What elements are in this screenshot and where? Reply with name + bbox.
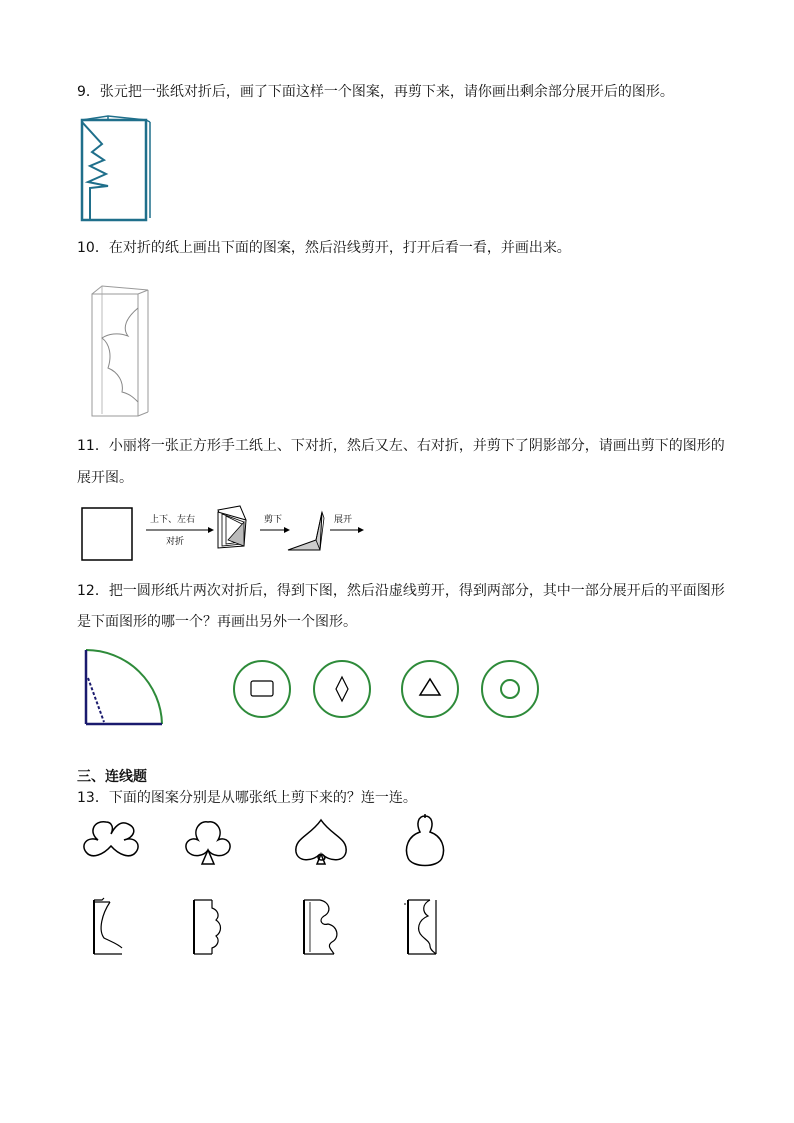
question-13-text: 13．下面的图案分别是从哪张纸上剪下来的？连一连。 <box>77 790 417 806</box>
q13-club-shape[interactable] <box>180 818 236 870</box>
q12-quarter-circle-figure <box>80 644 170 730</box>
question-10-text: 10．在对折的纸上画出下面的图案，然后沿线剪开，打开后看一看，并画出来。 <box>77 240 571 256</box>
question-11-line2: 展开图。 <box>77 470 133 486</box>
step2-label: 剪下 <box>264 515 283 525</box>
q13-folded-paper-1[interactable] <box>86 896 132 958</box>
q11-folding-process-figure <box>78 500 368 566</box>
q13-spade-shape[interactable] <box>290 816 352 870</box>
q9-folded-paper-figure <box>78 114 152 224</box>
option-triangle-circle[interactable] <box>402 661 458 717</box>
step1-top-label: 上下、左右 <box>150 515 196 525</box>
q10-folded-paper-figure <box>88 282 154 420</box>
q12-option-circles <box>230 658 544 722</box>
q13-folded-paper-3[interactable] <box>298 894 348 958</box>
question-9-text: 9．张元把一张纸对折后，画了下面这样一个图案，再剪下来，请你画出剩余部分展开后的图形。 <box>77 84 674 100</box>
q13-clover-shape[interactable] <box>78 816 144 870</box>
q13-folded-paper-4[interactable] <box>400 894 450 958</box>
question-12-line1: 12．把一圆形纸片两次对折后，得到下图，然后沿虚线剪开，得到两部分，其中一部分展开后的平面图形 <box>77 583 725 599</box>
folded-stack-icon <box>218 506 246 548</box>
option-ring-circle[interactable] <box>482 661 538 717</box>
q13-gourd-shape[interactable] <box>402 812 448 872</box>
q13-folded-paper-2[interactable] <box>188 896 234 958</box>
question-12-line2: 是下面图形的哪一个？再画出另外一个图形。 <box>77 614 357 630</box>
option-diamond-circle[interactable] <box>314 661 370 717</box>
section-3-title: 三、连线题 <box>77 769 147 785</box>
option-rectangle-circle[interactable] <box>234 661 290 717</box>
question-11-line1: 11．小丽将一张正方形手工纸上、下对折，然后又左、右对折，并剪下了阴影部分，请画出剪下的图形的 <box>77 438 725 454</box>
cut-piece-icon <box>288 512 324 550</box>
square-paper <box>82 508 132 560</box>
step3-label: 展开 <box>334 515 353 525</box>
step1-bottom-label: 对折 <box>166 537 185 547</box>
